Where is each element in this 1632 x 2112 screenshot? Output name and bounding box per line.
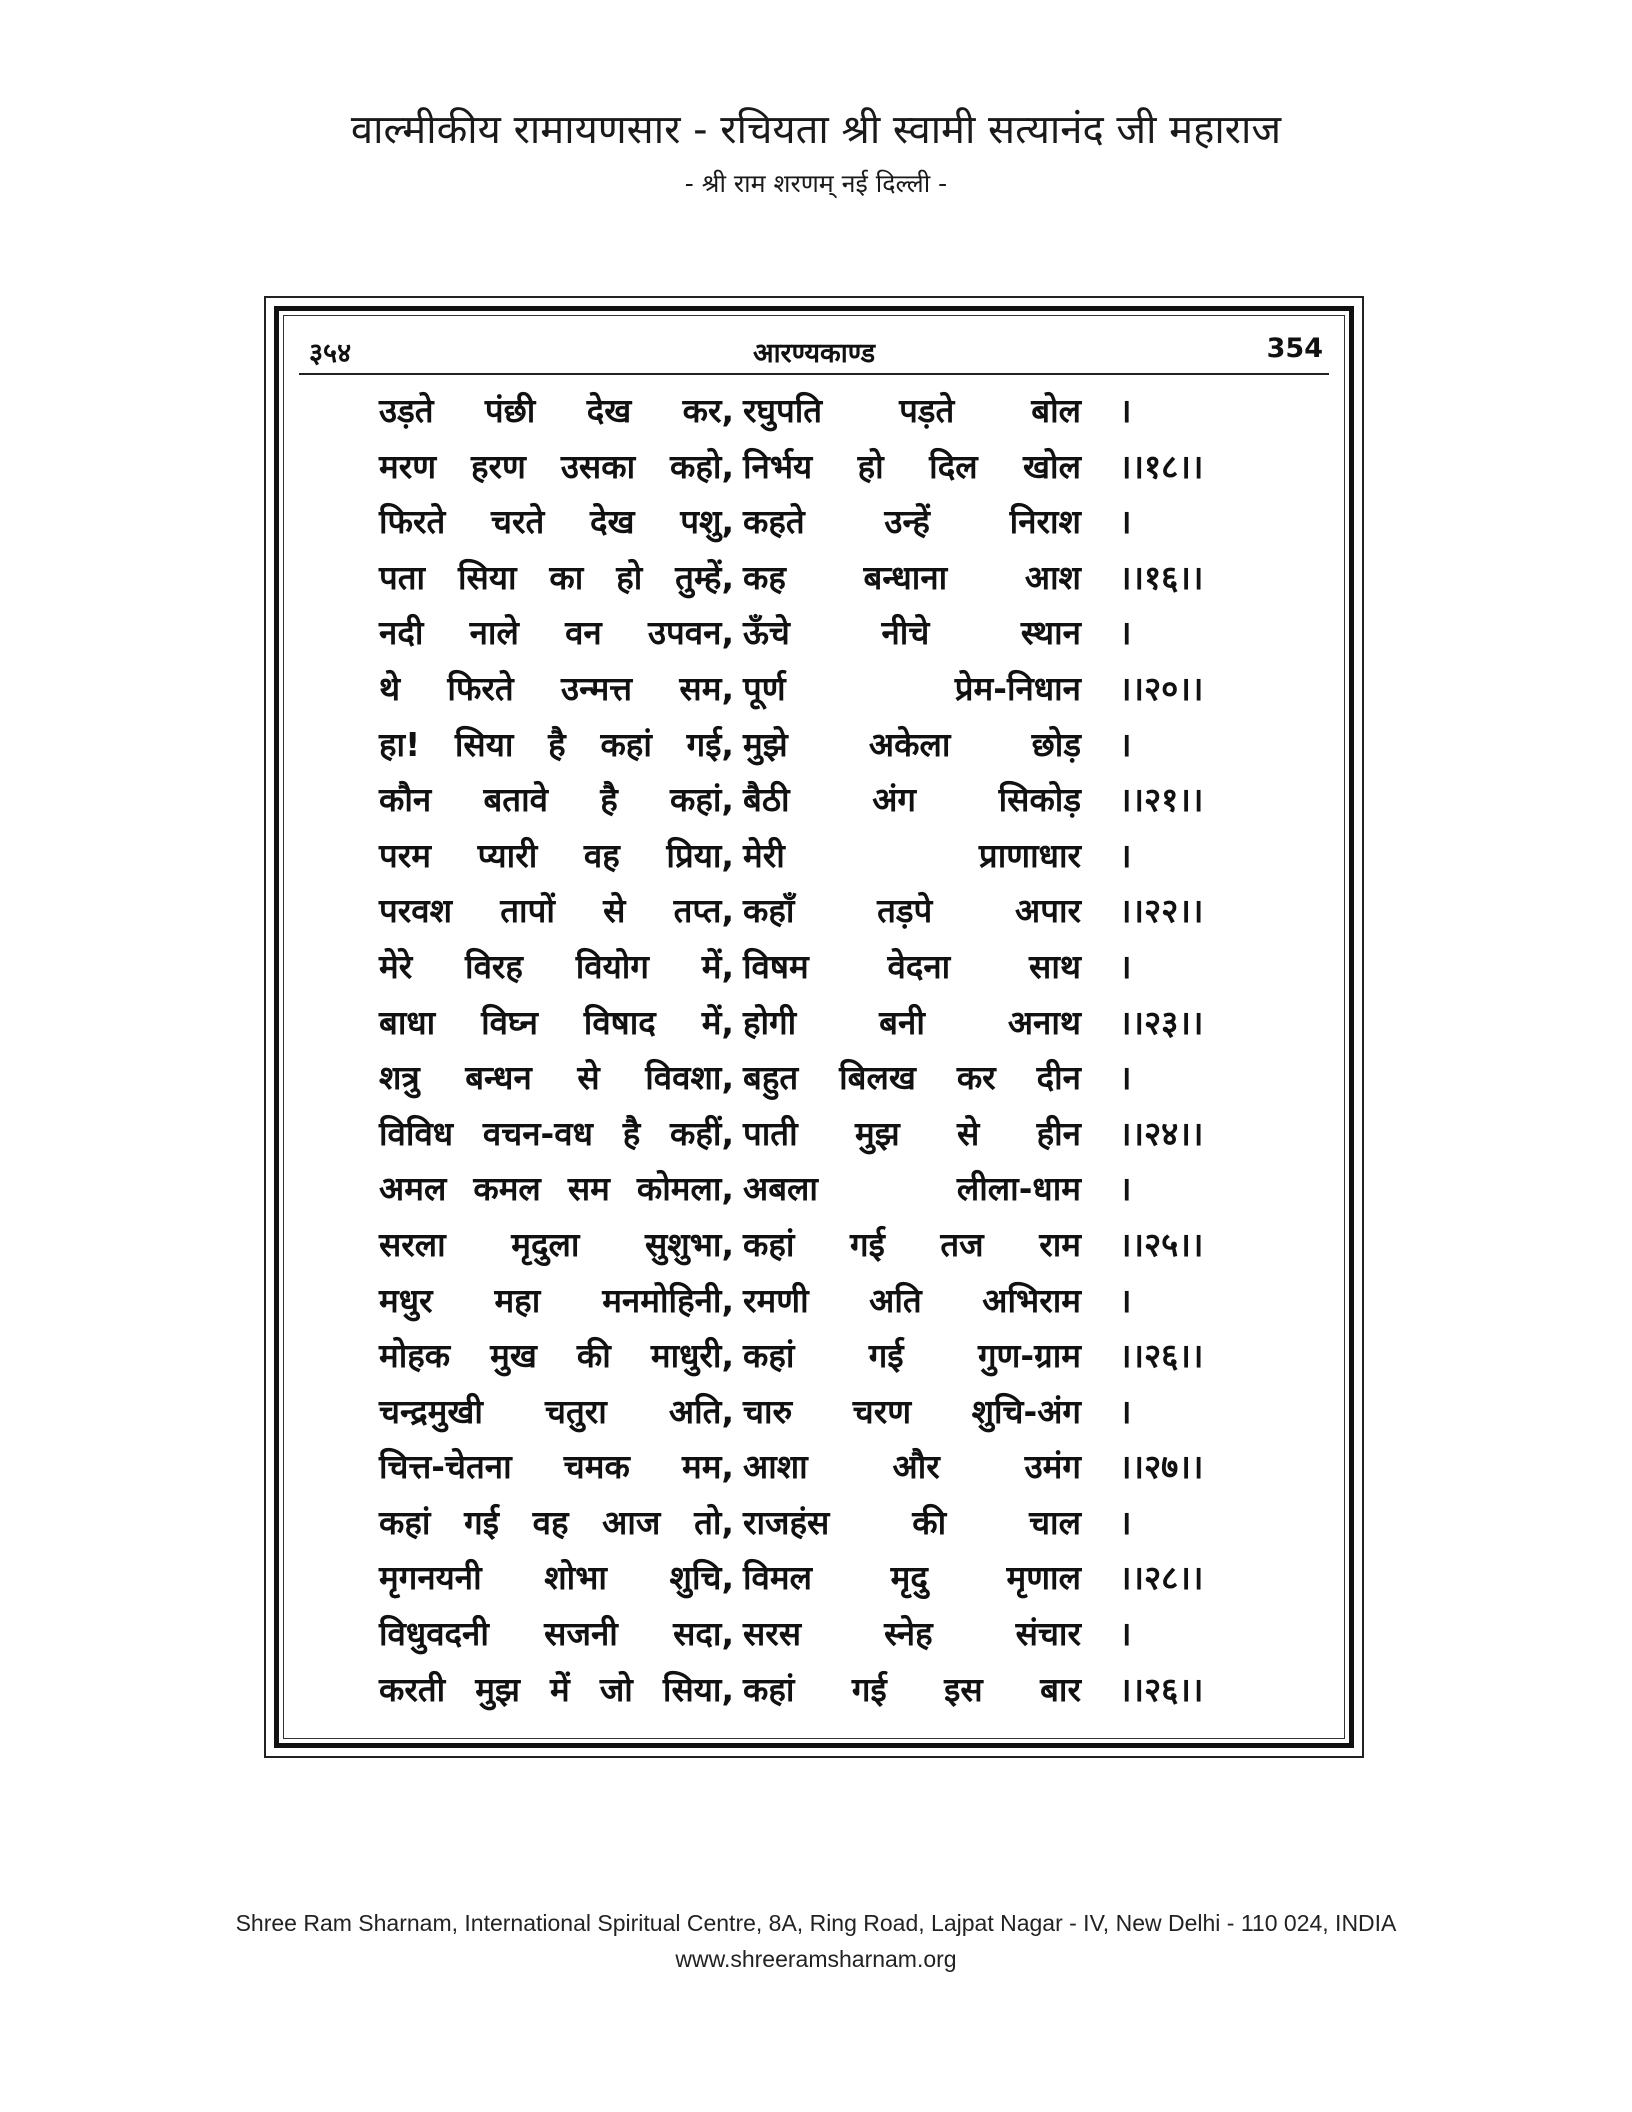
verse-marker: ।: [1119, 1280, 1132, 1320]
verse-second-half: बैठी अंग सिकोड़: [743, 780, 1081, 820]
verse-first-half: फिरते चरते देख पशु,: [379, 502, 734, 542]
verse-marker: ।।१८।।: [1119, 446, 1204, 486]
page-number-latin: 354: [1266, 333, 1323, 364]
document-header-title: वाल्मीकीय रामायणसार - रचियता श्री स्वामी सत्यानंद जी महाराज: [350, 107, 1282, 153]
verse-second-half: ऊँचे नीचे स्थान: [743, 613, 1081, 653]
verse-second-half: पूर्ण प्रेम-निधान: [743, 668, 1081, 708]
verse-first-half: परम प्यारी वह प्रिया,: [379, 835, 734, 875]
verse-marker: ।: [1119, 1058, 1132, 1098]
verse-marker: ।।२३।।: [1119, 1002, 1204, 1042]
verse-line: [379, 772, 1279, 828]
verse-line: [379, 550, 1279, 606]
verse-first-half: विधुवदनी सजनी सदा,: [379, 1614, 734, 1654]
verse-first-half: सरला मृदुला सुशुभा,: [379, 1224, 734, 1264]
verse-line: [379, 1273, 1279, 1329]
verse-marker: ।: [1119, 1169, 1132, 1209]
verse-first-half: चन्द्रमुखी चतुरा अति,: [379, 1391, 734, 1431]
verse-line: [379, 828, 1279, 884]
verse-line: [379, 494, 1279, 550]
verse-first-half: मोहक मुख की माधुरी,: [379, 1336, 734, 1376]
verse-list: [379, 383, 1279, 1717]
document-header-subtitle: - श्री राम शरणम् नई दिल्ली -: [684, 169, 948, 198]
verse-second-half: मुझे अकेला छोड़: [743, 724, 1081, 764]
verse-line: [379, 995, 1279, 1051]
verse-second-half: मेरी प्राणाधार: [743, 835, 1081, 875]
verse-line: [379, 939, 1279, 995]
verse-line: [379, 1328, 1279, 1384]
section-title: आरण्यकाण्ड: [752, 338, 876, 369]
verse-first-half: नदी नाले वन उपवन,: [379, 613, 734, 653]
verse-first-half: करती मुझ में जो सिया,: [379, 1669, 734, 1709]
verse-first-half: पता सिया का हो तुम्हें,: [379, 557, 734, 597]
verse-second-half: रमणी अति अभिराम: [743, 1280, 1081, 1320]
verse-second-half: कहाँ तड़पे अपार: [743, 891, 1081, 931]
verse-line: [379, 1384, 1279, 1440]
verse-second-half: पाती मुझ से हीन: [743, 1113, 1081, 1153]
verse-marker: ।।२६।।: [1119, 1336, 1204, 1376]
verse-marker: ।।२१।।: [1119, 780, 1204, 820]
verse-line: [379, 661, 1279, 717]
verse-second-half: अबला लीला-धाम: [743, 1169, 1081, 1209]
verse-marker: ।: [1119, 1391, 1132, 1431]
verse-second-half: कहां गई गुण-ग्राम: [743, 1336, 1081, 1376]
verse-marker: ।।१६।।: [1119, 557, 1204, 597]
verse-second-half: राजहंस की चाल: [743, 1502, 1081, 1542]
verse-second-half: रघुपति पड़ते बोल: [743, 391, 1081, 430]
verse-line: [379, 1662, 1279, 1718]
verse-first-half: मेरे विरह वियोग में,: [379, 946, 734, 986]
verse-line: [379, 1050, 1279, 1106]
verse-line: [379, 383, 1279, 439]
page-frame: [264, 296, 1364, 1758]
verse-marker: ।: [1119, 613, 1132, 653]
verse-marker: ।।२०।।: [1119, 668, 1204, 708]
verse-first-half: परवश तापों से तप्त,: [379, 891, 734, 931]
verse-second-half: कह बन्धाना आश: [743, 557, 1081, 597]
footer-address: Shree Ram Sharnam, International Spiritual Centre, 8A, Ring Road, Lajpat Nagar - IV, New Delhi - 110 024, INDIA: [235, 1910, 1397, 1936]
verse-second-half: कहते उन्हें निराश: [743, 502, 1081, 542]
verse-first-half: मृगनयनी शोभा शुचि,: [379, 1558, 734, 1598]
verse-second-half: कहां गई इस बार: [743, 1669, 1081, 1709]
footer-website: www.shreeramsharnam.org: [675, 1946, 957, 1972]
verse-line: [379, 1606, 1279, 1662]
verse-marker: ।: [1119, 946, 1132, 986]
verse-marker: ।: [1119, 1614, 1132, 1654]
verse-line: [379, 1550, 1279, 1606]
verse-first-half: बाधा विघ्न विषाद में,: [379, 1002, 734, 1042]
verse-marker: ।: [1119, 724, 1132, 764]
verse-first-half: चित्त-चेतना चमक मम,: [379, 1447, 734, 1487]
verse-marker: ।।२६।।: [1119, 1669, 1204, 1709]
verse-second-half: आशा और उमंग: [743, 1447, 1081, 1487]
verse-line: [379, 1439, 1279, 1495]
verse-second-half: विमल मृदु मृणाल: [743, 1558, 1081, 1598]
verse-second-half: होगी बनी अनाथ: [743, 1002, 1081, 1042]
verse-line: [379, 439, 1279, 495]
verse-marker: ।।२८।।: [1119, 1558, 1204, 1598]
verse-first-half: मरण हरण उसका कहो,: [379, 446, 734, 486]
verse-line: [379, 1106, 1279, 1162]
page-heading-bar: [299, 329, 1329, 375]
verse-second-half: सरस स्नेह संचार: [743, 1614, 1081, 1654]
verse-line: [379, 1495, 1279, 1551]
verse-first-half: शत्रु बन्धन से विवशा,: [379, 1058, 734, 1098]
verse-first-half: विविध वचन-वध है कहीं,: [379, 1113, 734, 1153]
verse-line: [379, 1217, 1279, 1273]
verse-marker: ।: [1119, 1502, 1132, 1542]
verse-second-half: निर्भय हो दिल खोल: [743, 446, 1081, 486]
verse-second-half: चारु चरण शुचि-अंग: [743, 1391, 1081, 1431]
verse-marker: ।।२२।।: [1119, 891, 1204, 931]
verse-first-half: हा! सिया है कहां गई,: [379, 724, 734, 764]
verse-first-half: उड़ते पंछी देख कर,: [379, 391, 734, 430]
verse-line: [379, 883, 1279, 939]
verse-second-half: बहुत बिलख कर दीन: [743, 1058, 1081, 1098]
verse-first-half: थे फिरते उन्मत्त सम,: [379, 668, 734, 708]
verse-marker: ।: [1119, 835, 1132, 875]
verse-marker: ।: [1119, 502, 1132, 542]
verse-marker: ।।२७।।: [1119, 1447, 1204, 1487]
verse-line: [379, 605, 1279, 661]
verse-first-half: कौन बतावे है कहां,: [379, 780, 734, 820]
page-number-devanagari: ३५४: [309, 338, 352, 369]
verse-marker: ।।२५।।: [1119, 1224, 1204, 1264]
verse-marker: ।।२४।।: [1119, 1113, 1204, 1153]
verse-second-half: कहां गई तज राम: [743, 1224, 1081, 1264]
verse-line: [379, 717, 1279, 773]
verse-marker: ।: [1119, 391, 1132, 430]
verse-line: [379, 1161, 1279, 1217]
verse-first-half: कहां गई वह आज तो,: [379, 1502, 734, 1542]
verse-first-half: मधुर महा मनमोहिनी,: [379, 1280, 734, 1320]
verse-second-half: विषम वेदना साथ: [743, 946, 1081, 986]
verse-first-half: अमल कमल सम कोमला,: [379, 1169, 734, 1209]
page-frame-inner: [274, 306, 1354, 1748]
